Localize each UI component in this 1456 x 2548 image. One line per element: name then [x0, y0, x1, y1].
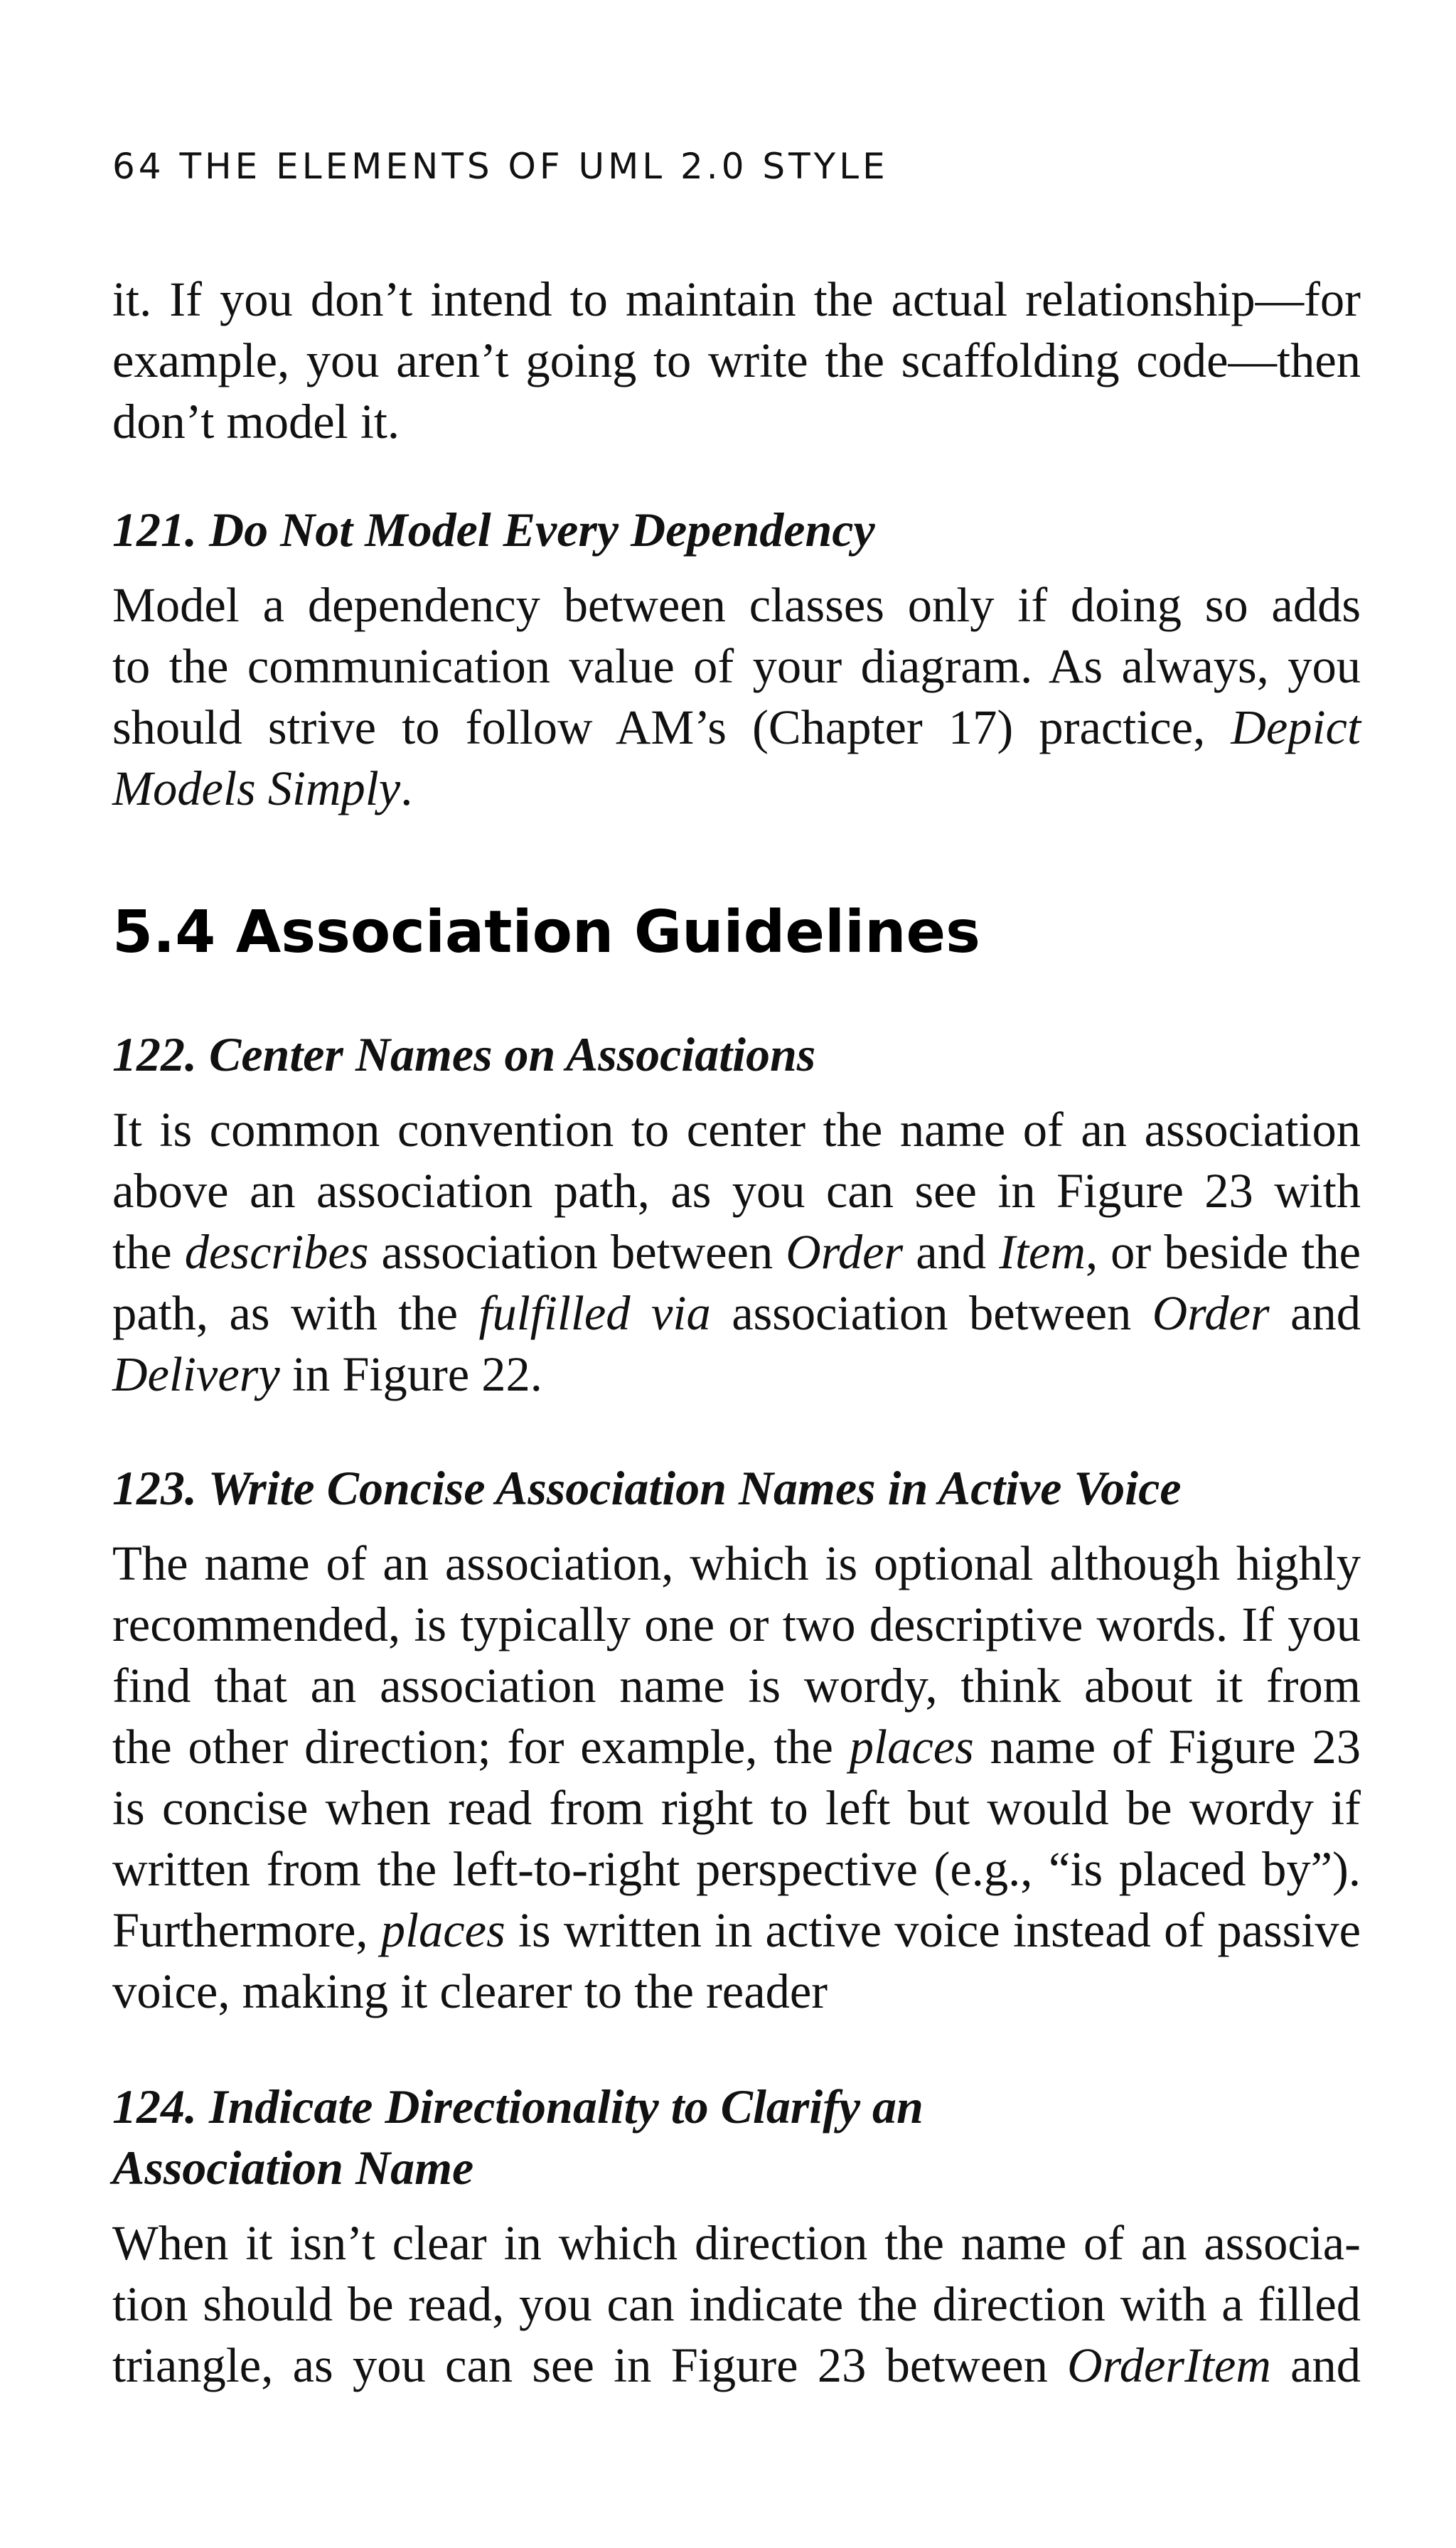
guideline-122-paragraph: [112, 1099, 1361, 1405]
guideline-121-heading: 121. Do Not Model Every Dependency: [112, 503, 875, 557]
running-head: 64 THE ELEMENTS OF UML 2.0 STYLE: [112, 146, 889, 187]
text-line: recommended, is typically one or two descriptive words. If you: [112, 1597, 1361, 1652]
guideline-122-heading: 122. Center Names on Associations: [112, 1027, 816, 1081]
text-line: tion should be read, you can indicate the direction with a filled: [112, 2277, 1361, 2331]
text-line: the other direction; for example, the places name of Figure 23: [112, 1720, 1361, 1774]
text-line: The name of an association, which is optional although highly: [112, 1536, 1361, 1590]
guideline-124-heading-line1: 124. Indicate Directionality to Clarify an: [112, 2079, 924, 2134]
text-line: Model a dependency between classes only if doing so adds: [112, 578, 1361, 632]
guideline-124-paragraph: [112, 2212, 1361, 2396]
text-line: Furthermore, places is written in active voice instead of passive: [112, 1903, 1361, 1957]
text-line: the describes association between Order and Item, or beside the: [112, 1225, 1361, 1279]
book-page: [112, 0, 1361, 2548]
text-line: above an association path, as you can see in Figure 23 with: [112, 1164, 1361, 1218]
section-heading: 5.4 Association Guidelines: [112, 899, 980, 966]
text-line: Models Simply.: [112, 761, 413, 815]
intro-paragraph: [112, 269, 1361, 452]
text-line: path, as with the fulfilled via association between Order and: [112, 1286, 1361, 1340]
text-line: find that an association name is wordy, think about it from: [112, 1659, 1361, 1713]
guideline-124-heading-line2: Association Name: [112, 2141, 474, 2195]
guideline-123-heading: 123. Write Concise Association Names in Active Voice: [112, 1461, 1182, 1515]
text-line: to the communication value of your diagram. As always, you: [112, 639, 1361, 693]
text-line: should strive to follow AM’s (Chapter 17) practice, Depict: [112, 700, 1361, 754]
text-line: Delivery in Figure 22.: [112, 1347, 542, 1401]
text-line: it. If you don’t intend to maintain the actual relationship—for: [112, 272, 1361, 326]
text-line: written from the left-to-right perspective (e.g., “is placed by”).: [112, 1842, 1361, 1896]
text-line: is concise when read from right to left but would be wordy if: [112, 1781, 1361, 1835]
guideline-121-paragraph: [112, 574, 1361, 819]
text-line: example, you aren’t going to write the scaffolding code—then: [112, 333, 1361, 387]
text-line: It is common convention to center the name of an association: [112, 1103, 1361, 1157]
guideline-123-paragraph: [112, 1533, 1361, 2022]
text-line: don’t model it.: [112, 395, 400, 449]
text-line: voice, making it clearer to the reader: [112, 1964, 828, 2018]
text-line: When it isn’t clear in which direction the name of an associa-: [112, 2216, 1361, 2270]
text-line: triangle, as you can see in Figure 23 between OrderItem and: [112, 2338, 1361, 2392]
